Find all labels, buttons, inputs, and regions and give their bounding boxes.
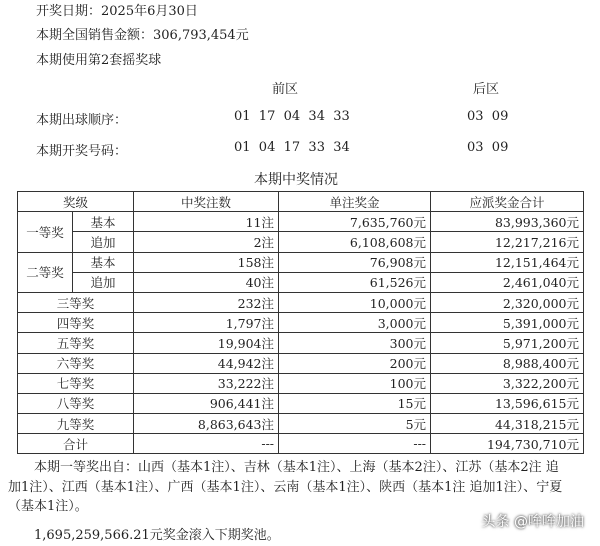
prize-cell: 61,526元	[279, 272, 431, 292]
prize-cell: 3,000元	[279, 313, 431, 333]
sub-level-cell: 追加	[73, 272, 134, 292]
table-row	[18, 212, 584, 232]
count-cell: 44,942注	[134, 353, 279, 373]
count-cell: 33,222注	[134, 373, 279, 393]
total-cell: 83,993,360元	[431, 212, 584, 232]
prize-cell: 10,000元	[279, 292, 431, 312]
count-cell: 1,797注	[134, 313, 279, 333]
prize-cell: 200元	[279, 353, 431, 373]
prize-cell: 300元	[279, 333, 431, 353]
table-row	[18, 252, 584, 272]
total-cell: 5,971,200元	[431, 333, 584, 353]
level-cell: 四等奖	[18, 313, 134, 333]
level-cell: 八等奖	[18, 393, 134, 413]
prize-cell: 5元	[279, 414, 431, 434]
prize-cell: 15元	[279, 393, 431, 413]
draw-order-back: 03 09	[467, 109, 509, 124]
total-cell: 12,151,464元	[431, 252, 584, 272]
count-cell: 158注	[134, 252, 279, 272]
total-cell: 44,318,215元	[431, 414, 584, 434]
first-prize-origins	[8, 458, 593, 517]
table-row	[18, 292, 584, 312]
total-cell: 8,988,400元	[431, 353, 584, 373]
total-cell: 13,596,615元	[431, 393, 584, 413]
sub-level-cell: 基本	[73, 252, 134, 272]
jackpot-rollover: 1,695,259,566.21元奖金滚入下期奖池。	[34, 528, 280, 543]
level-cell: 合计	[18, 434, 134, 454]
header-prize: 单注奖金	[279, 192, 431, 212]
draw-order-front: 01 17 04 34 33	[234, 109, 350, 124]
total-cell: 2,320,000元	[431, 292, 584, 312]
table-row	[18, 414, 584, 434]
table-row	[18, 333, 584, 353]
prize-cell: 7,635,760元	[279, 212, 431, 232]
level-cell: 一等奖	[18, 212, 73, 252]
total-cell: 3,322,200元	[431, 373, 584, 393]
count-cell: 8,863,643注	[134, 414, 279, 434]
total-cell: 5,391,000元	[431, 313, 584, 333]
count-cell: 40注	[134, 272, 279, 292]
header-count: 中奖注数	[134, 192, 279, 212]
prize-cell: 76,908元	[279, 252, 431, 272]
count-cell: ---	[134, 434, 279, 454]
table-row	[18, 232, 584, 252]
table-row	[18, 272, 584, 292]
level-cell: 七等奖	[18, 373, 134, 393]
level-cell: 九等奖	[18, 414, 134, 434]
back-zone-label: 后区	[473, 82, 500, 97]
front-zone-label: 前区	[272, 82, 299, 97]
winning-numbers-label: 本期开奖号码：	[36, 144, 128, 159]
total-cell: 194,730,710元	[431, 434, 584, 454]
count-cell: 906,441注	[134, 393, 279, 413]
origins-line-3: （基本1注）。	[8, 499, 88, 514]
table-row	[18, 353, 584, 373]
table-row	[18, 393, 584, 413]
prize-cell: ---	[279, 434, 431, 454]
table-title: 本期中奖情况	[254, 172, 338, 188]
draw-date: 开奖日期：2025年6月30日	[36, 4, 198, 19]
header-level: 奖级	[18, 192, 134, 212]
origins-line-1: 本期一等奖出自：山西（基本1注）、吉林（基本1注）、上海（基本2注）、江苏（基本2注 追	[34, 460, 559, 475]
level-cell: 五等奖	[18, 333, 134, 353]
origins-line-2: 加1注）、江西（基本1注）、广西（基本1注）、云南（基本1注）、陕西（基本1注 追加1注）、宁夏	[8, 479, 563, 495]
winning-numbers-front: 01 04 17 33 34	[234, 140, 350, 155]
table-row	[18, 373, 584, 393]
count-cell: 232注	[134, 292, 279, 312]
sales-amount: 本期全国销售金额：306,793,454元	[36, 28, 249, 43]
sub-level-cell: 追加	[73, 232, 134, 252]
total-cell: 2,461,040元	[431, 272, 584, 292]
count-cell: 19,904注	[134, 333, 279, 353]
draw-order-label: 本期出球顺序：	[36, 113, 128, 128]
prize-cell: 100元	[279, 373, 431, 393]
table-row	[18, 313, 584, 333]
total-cell: 12,217,216元	[431, 232, 584, 252]
table-header-row	[18, 192, 584, 212]
ball-set: 本期使用第2套摇奖球	[36, 53, 162, 68]
header-total: 应派奖金合计	[431, 192, 584, 212]
sub-level-cell: 基本	[73, 212, 134, 232]
table-total-row	[18, 434, 584, 454]
level-cell: 三等奖	[18, 292, 134, 312]
prize-cell: 6,108,608元	[279, 232, 431, 252]
level-cell: 二等奖	[18, 252, 73, 292]
winning-numbers-back: 03 09	[467, 140, 509, 155]
count-cell: 2注	[134, 232, 279, 252]
prize-table	[17, 191, 584, 454]
watermark: 头条 @哞哞加油	[481, 514, 584, 530]
level-cell: 六等奖	[18, 353, 134, 373]
count-cell: 11注	[134, 212, 279, 232]
